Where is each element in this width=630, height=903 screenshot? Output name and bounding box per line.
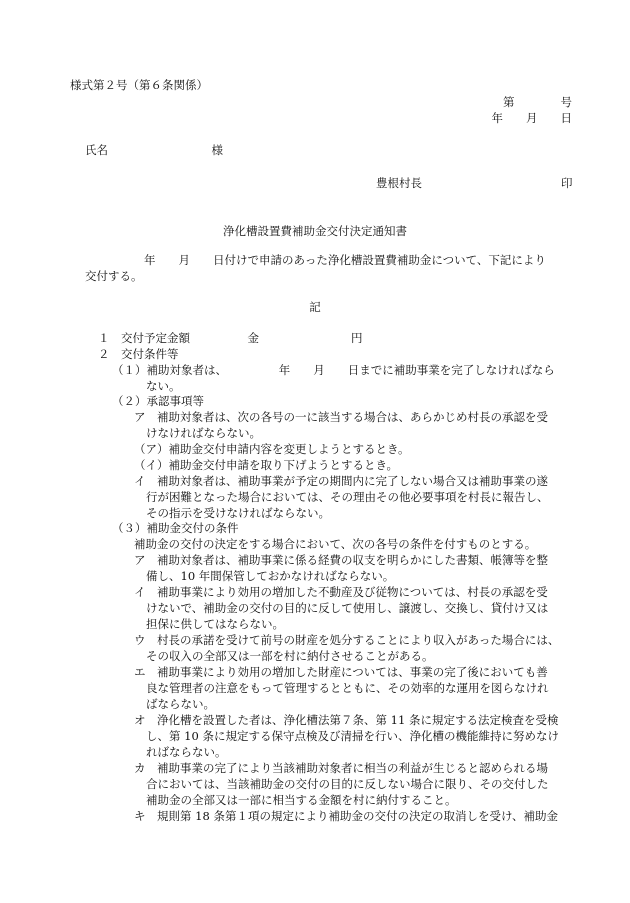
cond-e-line-1: エ 補助事業により効用の増加した財産については、事業の完了後においても善	[134, 665, 548, 679]
cond-i-line-1: イ 補助事業により効用の増加した不動産及び従物については、村長の承認を受	[134, 585, 548, 599]
issuer-name: 豊根村長	[376, 176, 422, 190]
cond-e-line-3: ばならない。	[146, 697, 215, 711]
subitem-3: （３）補助金交付の条件	[112, 521, 239, 535]
subitem-2: （２）承認事項等	[112, 394, 204, 408]
document-number: 第 号	[503, 95, 572, 109]
cond-ki-line-1: キ 規則第 18 条第１項の規定により補助金の交付の決定の取消しを受け、補助金	[134, 809, 558, 823]
cond-o-line-3: ればならない。	[146, 745, 227, 759]
subitem-1-line-1: （１）補助対象者は、 年 月 日までに補助事業を完了しなければなら	[112, 363, 555, 377]
cond-i-line-2: けないで、補助金の交付の目的に反して使用し、譲渡し、交換し、貸付け又は	[146, 601, 549, 615]
form-label: 様式第２号（第６条関係）	[70, 78, 208, 92]
clause-b-line-2: 行が困難となった場合においては、その理由その他必要事項を村長に報告し、	[146, 490, 549, 504]
cond-a-line-1: ア 補助対象者は、補助事業に係る経費の収支を明らかにした書類、帳簿等を整	[134, 553, 548, 567]
cond-a-line-2: 備し、10 年間保管しておかなければならない。	[146, 569, 395, 583]
clause-a-para-1: （ア）補助金交付申請内容を変更しようとするとき。	[134, 442, 410, 456]
clause-a-line-2: けなければならない。	[146, 426, 261, 440]
document-title: 浄化槽設置費補助金交付決定通知書	[223, 224, 407, 238]
seal-mark: 印	[561, 176, 573, 190]
cond-o-line-2: し、第 10 条に規定する保守点検及び清掃を行い、浄化槽の機能維持に努めなけ	[146, 729, 559, 743]
item-1: １ 交付予定金額 金 円	[98, 331, 363, 345]
cond-e-line-2: 良な管理者の注意をもって管理するとともに、その効率的な運用を図らなけれ	[146, 681, 549, 695]
subitem-3-intro: 補助金の交付の決定をする場合において、次の各号の条件を付すものとする。	[134, 537, 537, 551]
cond-o-line-1: オ 浄化槽を設置した者は、浄化槽法第７条、第 11 条に規定する法定検査を受検	[134, 713, 559, 727]
clause-b-line-3: その指示を受けなければならない。	[146, 506, 330, 520]
cond-u-line-2: その収入の全部又は一部を村に納付させることがある。	[146, 649, 434, 663]
intro-line-2: 交付する。	[85, 269, 143, 283]
intro-line-1: 年 月 日付けで申請のあった浄化槽設置費補助金について、下記により	[144, 253, 546, 267]
recipient-name: 氏名 様	[85, 143, 223, 157]
item-2: ２ 交付条件等	[98, 347, 179, 361]
cond-ka-line-3: 補助金の全部又は一部に相当する金額を村に納付すること。	[146, 793, 457, 807]
cond-u-line-1: ウ 村長の承諾を受けて前号の財産を処分することにより収入があった場合には、	[134, 633, 560, 647]
clause-a-line-1: ア 補助対象者は、次の各号の一に該当する場合は、あらかじめ村長の承認を受	[134, 410, 548, 424]
cond-ka-line-2: 合においては、当該補助金の交付の目的に反しない場合に限り、その交付した	[146, 777, 549, 791]
cond-i-line-3: 担保に供してはならない。	[146, 617, 284, 631]
subitem-1-line-2: ない。	[146, 379, 181, 393]
issue-date: 年 月 日	[491, 111, 572, 125]
ki-heading: 記	[309, 300, 321, 314]
cond-ka-line-1: カ 補助事業の完了により当該補助対象者に相当の利益が生じると認められる場	[134, 761, 548, 775]
clause-b-line-1: イ 補助対象者は、補助事業が予定の期間内に完了しない場合又は補助事業の遂	[134, 474, 548, 488]
clause-a-para-2: （イ）補助金交付申請を取り下げようとするとき。	[134, 458, 399, 472]
